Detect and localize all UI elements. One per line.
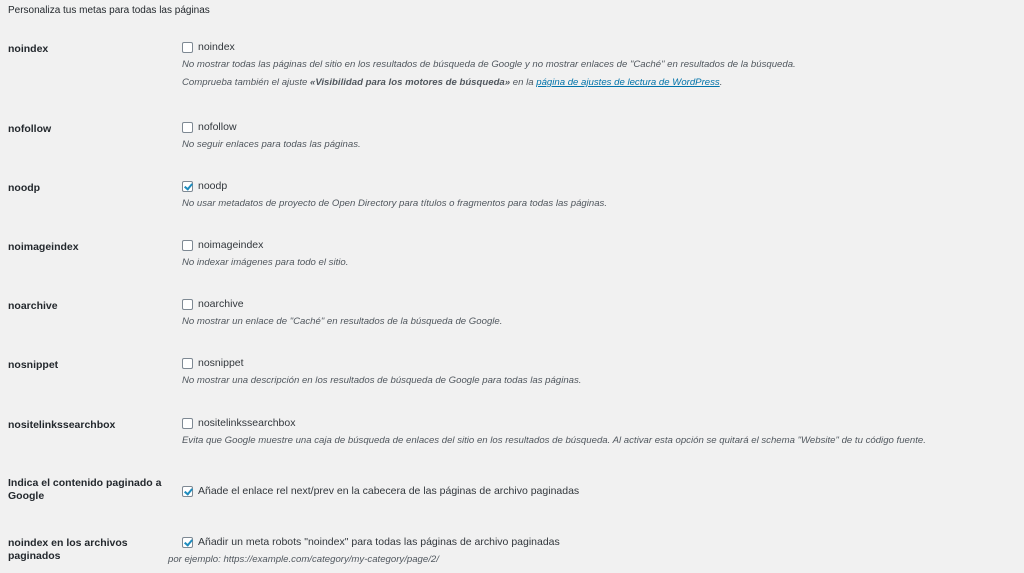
setting-field-nofollow	[182, 120, 1017, 151]
extra-note-suffix: .	[719, 77, 723, 88]
reading-settings-link[interactable]: página de ajustes de lectura de WordPress	[536, 77, 720, 88]
noindex-paginated-checkbox-label[interactable]	[182, 535, 1017, 549]
setting-label-nositelinkssearchbox: nositelinkssearchbox	[8, 419, 116, 431]
setting-label-noimageindex: noimageindex	[8, 241, 79, 253]
nofollow-description: No seguir enlaces para todas las páginas.	[182, 139, 361, 150]
nofollow-checkbox[interactable]	[182, 122, 193, 133]
setting-field-paginated-content	[182, 484, 1017, 498]
noodp-checkbox-label[interactable]	[182, 179, 1017, 193]
extra-note-middle: en la	[510, 77, 537, 88]
noimageindex-checkbox-text: noimageindex	[198, 239, 264, 251]
nositelinkssearchbox-checkbox-text: nositelinkssearchbox	[198, 417, 296, 429]
nositelinkssearchbox-checkbox[interactable]	[182, 418, 193, 429]
rel-next-prev-checkbox[interactable]	[182, 486, 193, 497]
noarchive-checkbox-text: noarchive	[198, 298, 244, 310]
nofollow-checkbox-text: nofollow	[198, 121, 237, 133]
setting-label-noindex: noindex	[8, 43, 49, 55]
noimageindex-checkbox-label[interactable]	[182, 238, 1017, 252]
extra-note-prefix: Comprueba también el ajuste	[182, 77, 310, 88]
noindex-paginated-description: por ejemplo: https://example.com/category/my-category/page/2/	[168, 554, 439, 565]
noindex-checkbox-label[interactable]	[182, 40, 1017, 54]
setting-field-noodp	[182, 179, 1017, 210]
setting-label-noarchive: noarchive	[8, 300, 58, 312]
section-intro: Personaliza tus metas para todas las páginas	[8, 5, 210, 16]
nositelinkssearchbox-description: Evita que Google muestre una caja de búsqueda de enlaces del sitio en los resultados de búsqueda. Al activar esta opción se quitará el schema "Website" de tu código fuente.	[182, 435, 926, 446]
extra-note-bold: «Visibilidad para los motores de búsqueda»	[310, 77, 511, 88]
noindex-paginated-checkbox-text: Añadir un meta robots "noindex" para todas las páginas de archivo paginadas	[198, 536, 560, 548]
noindex-paginated-checkbox[interactable]	[182, 537, 193, 548]
nositelinkssearchbox-checkbox-label[interactable]	[182, 416, 1017, 430]
noimageindex-description: No indexar imágenes para todo el sitio.	[182, 257, 349, 268]
noarchive-checkbox[interactable]	[182, 299, 193, 310]
nosnippet-description: No mostrar una descripción en los resultados de búsqueda de Google para todas las páginas.	[182, 375, 582, 386]
setting-label-nosnippet: nosnippet	[8, 359, 59, 371]
setting-field-nosnippet	[182, 356, 1017, 387]
noindex-extra-note	[182, 77, 1017, 89]
noindex-description: No mostrar todas las páginas del sitio en los resultados de búsqueda de Google y no mostrar enlaces de "Caché" en resultados de la búsqueda.	[182, 59, 796, 70]
noimageindex-checkbox[interactable]	[182, 240, 193, 251]
noodp-checkbox[interactable]	[182, 181, 193, 192]
setting-field-noindex-paginated	[168, 535, 1017, 566]
noindex-checkbox[interactable]	[182, 42, 193, 53]
setting-label-noodp: noodp	[8, 182, 41, 194]
setting-label-nofollow: nofollow	[8, 123, 52, 135]
setting-field-noarchive	[182, 297, 1017, 328]
noodp-checkbox-text: noodp	[198, 180, 228, 192]
nofollow-checkbox-label[interactable]	[182, 120, 1017, 134]
nosnippet-checkbox-text: nosnippet	[198, 357, 244, 369]
setting-label-noindex-paginated: noindex en los archivos paginados	[8, 537, 128, 562]
nosnippet-checkbox[interactable]	[182, 358, 193, 369]
noodp-description: No usar metadatos de proyecto de Open Directory para títulos o fragmentos para todas las páginas.	[182, 198, 608, 209]
setting-field-noindex	[182, 40, 1017, 89]
setting-field-noimageindex	[182, 238, 1017, 269]
noindex-checkbox-text: noindex	[198, 41, 235, 53]
rel-next-prev-checkbox-text: Añade el enlace rel next/prev en la cabecera de las páginas de archivo paginadas	[198, 485, 580, 497]
setting-field-nositelinkssearchbox	[182, 416, 1017, 447]
noarchive-description: No mostrar un enlace de "Caché" en resultados de la búsqueda de Google.	[182, 316, 503, 327]
noarchive-checkbox-label[interactable]	[182, 297, 1017, 311]
nosnippet-checkbox-label[interactable]	[182, 356, 1017, 370]
setting-label-paginated-content: Indica el contenido paginado a Google	[8, 477, 162, 502]
rel-next-prev-checkbox-label[interactable]	[182, 484, 1017, 498]
